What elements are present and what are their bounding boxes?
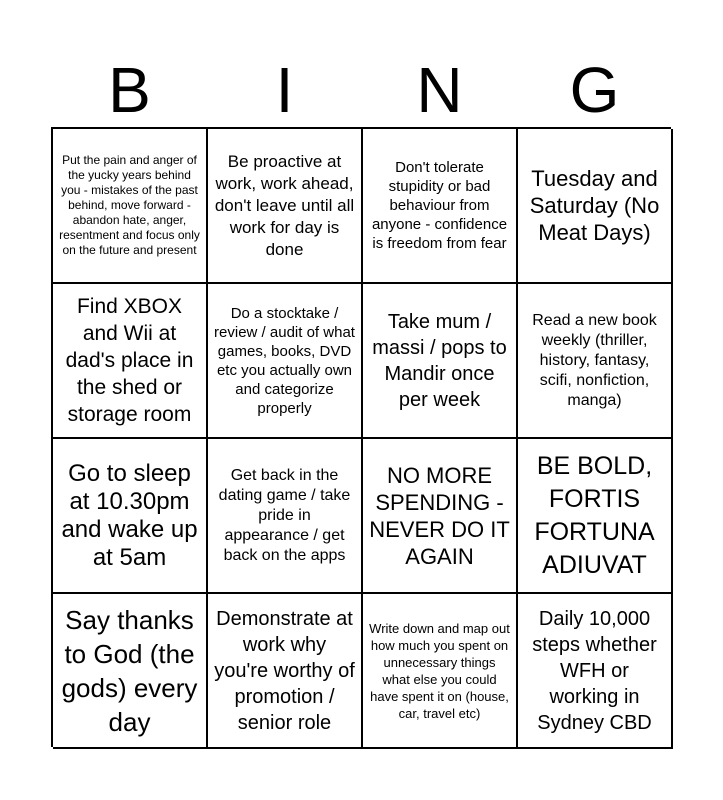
bingo-card-grid xyxy=(51,127,671,747)
bingo-cell-text: Daily 10,000 steps whether WFH or working in Sydney CBD xyxy=(532,607,657,734)
bingo-cell-text: Put the pain and anger of the yucky years behind you - mistakes of the past behind, move forward - abandon hate, anger, resentment and focus only on the future and present xyxy=(59,153,200,257)
bingo-cell-13[interactable] xyxy=(53,594,208,749)
bingo-cell-text: Don't tolerate stupidity or bad behaviour from anyone - confidence is freedom from fear xyxy=(371,159,508,252)
bingo-cell-text: Go to sleep at 10.30pm and wake up at 5am xyxy=(61,459,198,571)
title-letter-i: I xyxy=(275,54,294,126)
bingo-cell-text: BE BOLD, FORTIS FORTUNA ADIUVAT xyxy=(534,451,655,579)
bingo-cell-4[interactable] xyxy=(518,129,673,284)
title-letter-b: B xyxy=(108,54,151,126)
title-letter-n: N xyxy=(416,54,463,126)
bingo-cell-12[interactable] xyxy=(518,439,673,594)
bingo-cell-text: Take mum / massi / pops to Mandir once per week xyxy=(372,310,507,411)
title-letter-g: G xyxy=(569,54,620,126)
bingo-cell-8[interactable] xyxy=(518,284,673,439)
bingo-cell-1[interactable] xyxy=(53,129,208,284)
bingo-cell-text: Write down and map out how much you spent on unnecessary things what else you could have spent it on (house, car, travel etc) xyxy=(369,620,510,721)
bingo-cell-16[interactable] xyxy=(518,594,673,749)
bingo-cell-2[interactable] xyxy=(208,129,363,284)
bingo-cell-10[interactable] xyxy=(208,439,363,594)
bingo-title xyxy=(52,50,672,130)
bingo-cell-5[interactable] xyxy=(53,284,208,439)
bingo-cell-7[interactable] xyxy=(363,284,518,439)
bingo-cell-11[interactable] xyxy=(363,439,518,594)
bingo-cell-text: Read a new book weekly (thriller, history, fantasy, scifi, nonfiction, manga) xyxy=(532,311,657,409)
bingo-cell-14[interactable] xyxy=(208,594,363,749)
bingo-cell-6[interactable] xyxy=(208,284,363,439)
bingo-cell-text: Get back in the dating game / take pride in appearance / get back on the apps xyxy=(218,466,351,564)
bingo-cell-text: Be proactive at work, work ahead, don't leave until all work for day is done xyxy=(214,151,355,259)
bingo-cell-text: NO MORE SPENDING - NEVER DO IT AGAIN xyxy=(369,462,510,569)
bingo-cell-9[interactable] xyxy=(53,439,208,594)
bingo-cell-text: Tuesday and Saturday (No Meat Days) xyxy=(529,166,660,245)
bingo-cell-text: Demonstrate at work why you're worthy of promotion / senior role xyxy=(214,607,355,734)
bingo-cell-3[interactable] xyxy=(363,129,518,284)
bingo-cell-text: Find XBOX and Wii at dad's place in the shed or storage room xyxy=(65,295,194,426)
bingo-cell-text: Say thanks to God (the gods) every day xyxy=(61,604,198,737)
bingo-cell-15[interactable] xyxy=(363,594,518,749)
bingo-cell-text: Do a stocktake / review / audit of what games, books, DVD etc you actually own and categorize properly xyxy=(214,304,355,417)
